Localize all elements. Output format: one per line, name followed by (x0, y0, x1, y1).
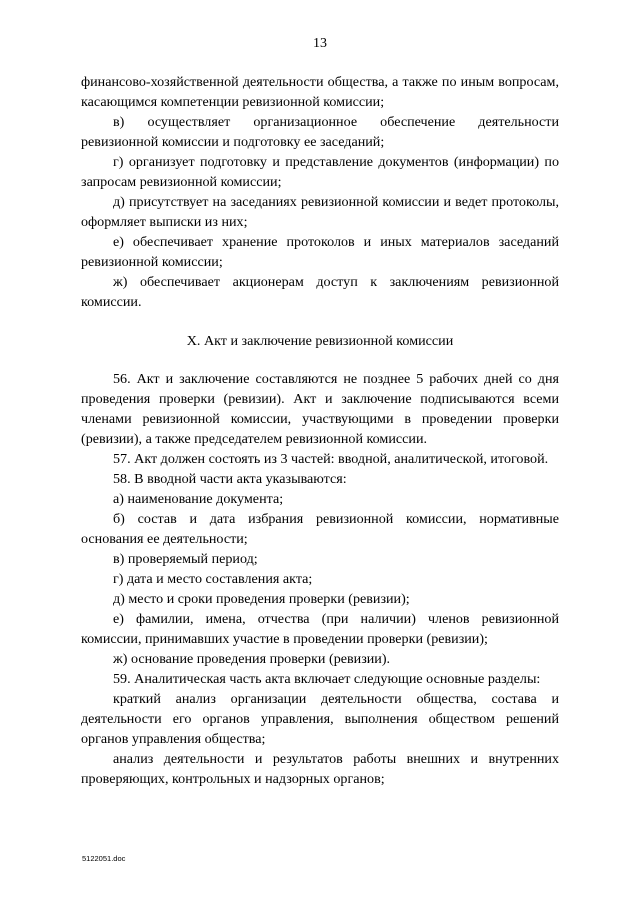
footer-filename: 5122051.doc (82, 854, 126, 863)
paragraphs-before-heading (81, 72, 559, 312)
paragraph: б) состав и дата избрания ревизионной комиссии, нормативные основания ее деятельности; (81, 511, 559, 547)
paragraph: а) наименование документа; (113, 491, 284, 507)
paragraph: 57. Акт должен состоять из 3 частей: вводной, аналитической, итоговой. (113, 451, 549, 467)
paragraph: анализ деятельности и результатов работы внешних и внутренних проверяющих, контрольных и надзорных органов; (81, 751, 559, 787)
paragraph: ж) обеспечивает акционерам доступ к заключениям ревизионной комиссии. (81, 274, 559, 310)
paragraph: е) фамилии, имена, отчества (при наличии) членов ревизионной комиссии, принимавших участие в проведении проверки (ревизии); (81, 611, 559, 647)
paragraph: г) дата и место составления акта; (113, 571, 313, 587)
paragraph: 59. Аналитическая часть акта включает следующие основные разделы: (113, 671, 541, 687)
paragraph: финансово-хозяйственной деятельности общества, а также по иным вопросам, касающимся компетенции ревизионной комиссии; (81, 74, 559, 110)
section-heading: X. Акт и заключение ревизионной комиссии (186, 333, 454, 349)
paragraph: д) место и сроки проведения проверки (ревизии); (113, 591, 410, 607)
paragraph: ж) основание проведения проверки (ревизии). (113, 651, 391, 667)
paragraphs-after-heading (81, 369, 559, 789)
paragraph: е) обеспечивает хранение протоколов и иных материалов заседаний ревизионной комиссии; (81, 234, 559, 270)
paragraph: 58. В вводной части акта указываются: (113, 471, 347, 487)
paragraph: д) присутствует на заседаниях ревизионной комиссии и ведет протоколы, оформляет выписки из них; (81, 194, 559, 230)
paragraph: 56. Акт и заключение составляются не позднее 5 рабочих дней со дня проведения проверки (ревизии). Акт и заключение подписываются всеми членами ревизионной комиссии, участвующими в проведении проверки (ревизии), а также председателем ревизионной комиссии. (81, 371, 559, 447)
paragraph: краткий анализ организации деятельности общества, состава и деятельности его органов управления, выполнения обществом решений органов управления общества; (81, 691, 559, 747)
page-number: 13 (313, 36, 327, 51)
paragraph: в) проверяемый период; (113, 551, 258, 567)
document-body (81, 72, 559, 789)
paragraph: в) осуществляет организационное обеспечение деятельности ревизионной комиссии и подготовку ее заседаний; (81, 114, 559, 150)
paragraph: г) организует подготовку и представление документов (информации) по запросам ревизионной комиссии; (81, 154, 559, 190)
